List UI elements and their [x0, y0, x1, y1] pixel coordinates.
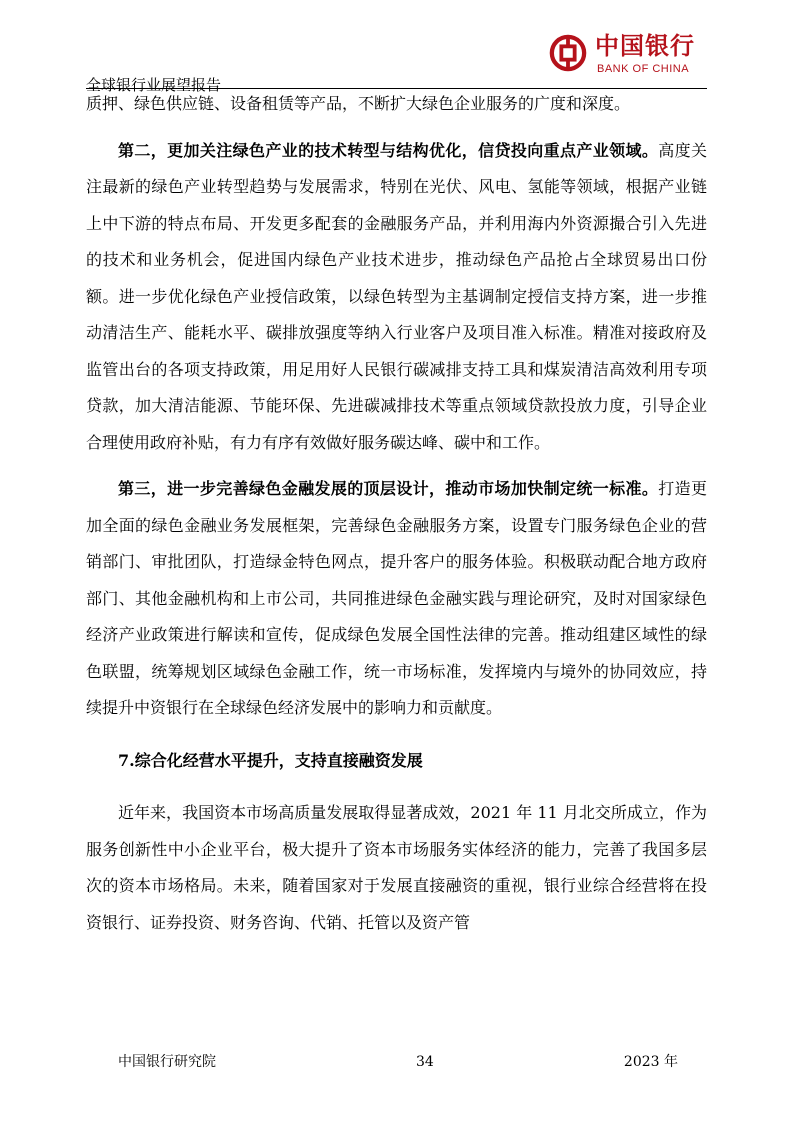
- page-header: [86, 28, 707, 94]
- bank-of-china-logo: [549, 28, 707, 80]
- section-heading: 7.综合化经营水平提升，支持直接融资发展: [118, 750, 423, 770]
- footer-institution: 中国银行研究院: [118, 1054, 216, 1070]
- page-footer: [118, 1052, 678, 1072]
- paragraph-section-7: 近年来，我国资本市场高质量发展取得显著成效，2021 年 11 月北交所成立，作为服务创新性中小企业平台，极大提升了资本市场服务实体经济的能力，完善了我国多层次的资本市场格局。未来，随着国家对于发展直接融资的重视，银行业综合经营将在投资银行、证券投资、财务咨询、代销、托管以及资产管: [86, 803, 707, 932]
- paragraph-third-point: [86, 471, 707, 727]
- paragraph-second-point: [86, 133, 707, 462]
- page-number: 34: [416, 1054, 434, 1070]
- paragraph-body-text: 打造更加全面的绿色金融业务发展框架，完善绿色金融服务方案，设置专门服务绿色企业的营销部门、审批团队，打造绿金特色网点，提升客户的服务体验。积极联动配合地方政府部门、其他金融机构和上市公司，共同推进绿色金融实践与理论研究，及时对国家绿色经济产业政策进行解读和宣传，促成绿色发展全国性法律的完善。推动组建区域性的绿色联盟，统筹规划区域绿色金融工作，统一市场标准，发挥境内与境外的协同效应，持续提升中资银行在全球绿色经济发展中的影响力和贡献度。: [86, 479, 707, 717]
- logo-chinese-text: 中国银行: [595, 31, 695, 60]
- paragraph-body-text: 高度关注最新的绿色产业转型趋势与发展需求，特别在光伏、风电、氢能等领域，根据产业链上中下游的特点布局、开发更多配套的金融服务产品，并利用海内外资源撮合引入先进的技术和业务机会，促进国内绿色产业技术进步，推动绿色产品抢占全球贸易出口份额。进一步优化绿色产业授信政策，以绿色转型为主基调制定授信支持方案，进一步推动清洁生产、能耗水平、碳排放强度等纳入行业客户及项目准入标准。精准对接政府及监管出台的各项支持政策，用足用好人民银行碳减排支持工具和煤炭清洁高效利用专项贷款，加大清洁能源、节能环保、先进碳减排技术等重点领域贷款投放力度，引导企业合理使用政府补贴，有力有序有效做好服务碳达峰、碳中和工作。: [86, 140, 707, 452]
- report-title: 全球银行业展望报告: [86, 76, 222, 94]
- continuation-paragraph: 质押、绿色供应链、设备租赁等产品，不断扩大绿色企业服务的广度和深度。: [86, 94, 631, 113]
- paragraph-lead-sentence: 第二，更加关注绿色产业的技术转型与结构优化，信贷投向重点产业领域。: [118, 140, 659, 160]
- page-body: [86, 86, 707, 941]
- paragraph-lead-sentence: 第三，进一步完善绿色金融发展的顶层设计，推动市场加快制定统一标准。: [118, 479, 659, 498]
- footer-year: 2023 年: [623, 1054, 678, 1070]
- bank-of-china-emblem-icon: [549, 34, 587, 72]
- logo-english-text: BANK OF CHINA: [597, 63, 690, 75]
